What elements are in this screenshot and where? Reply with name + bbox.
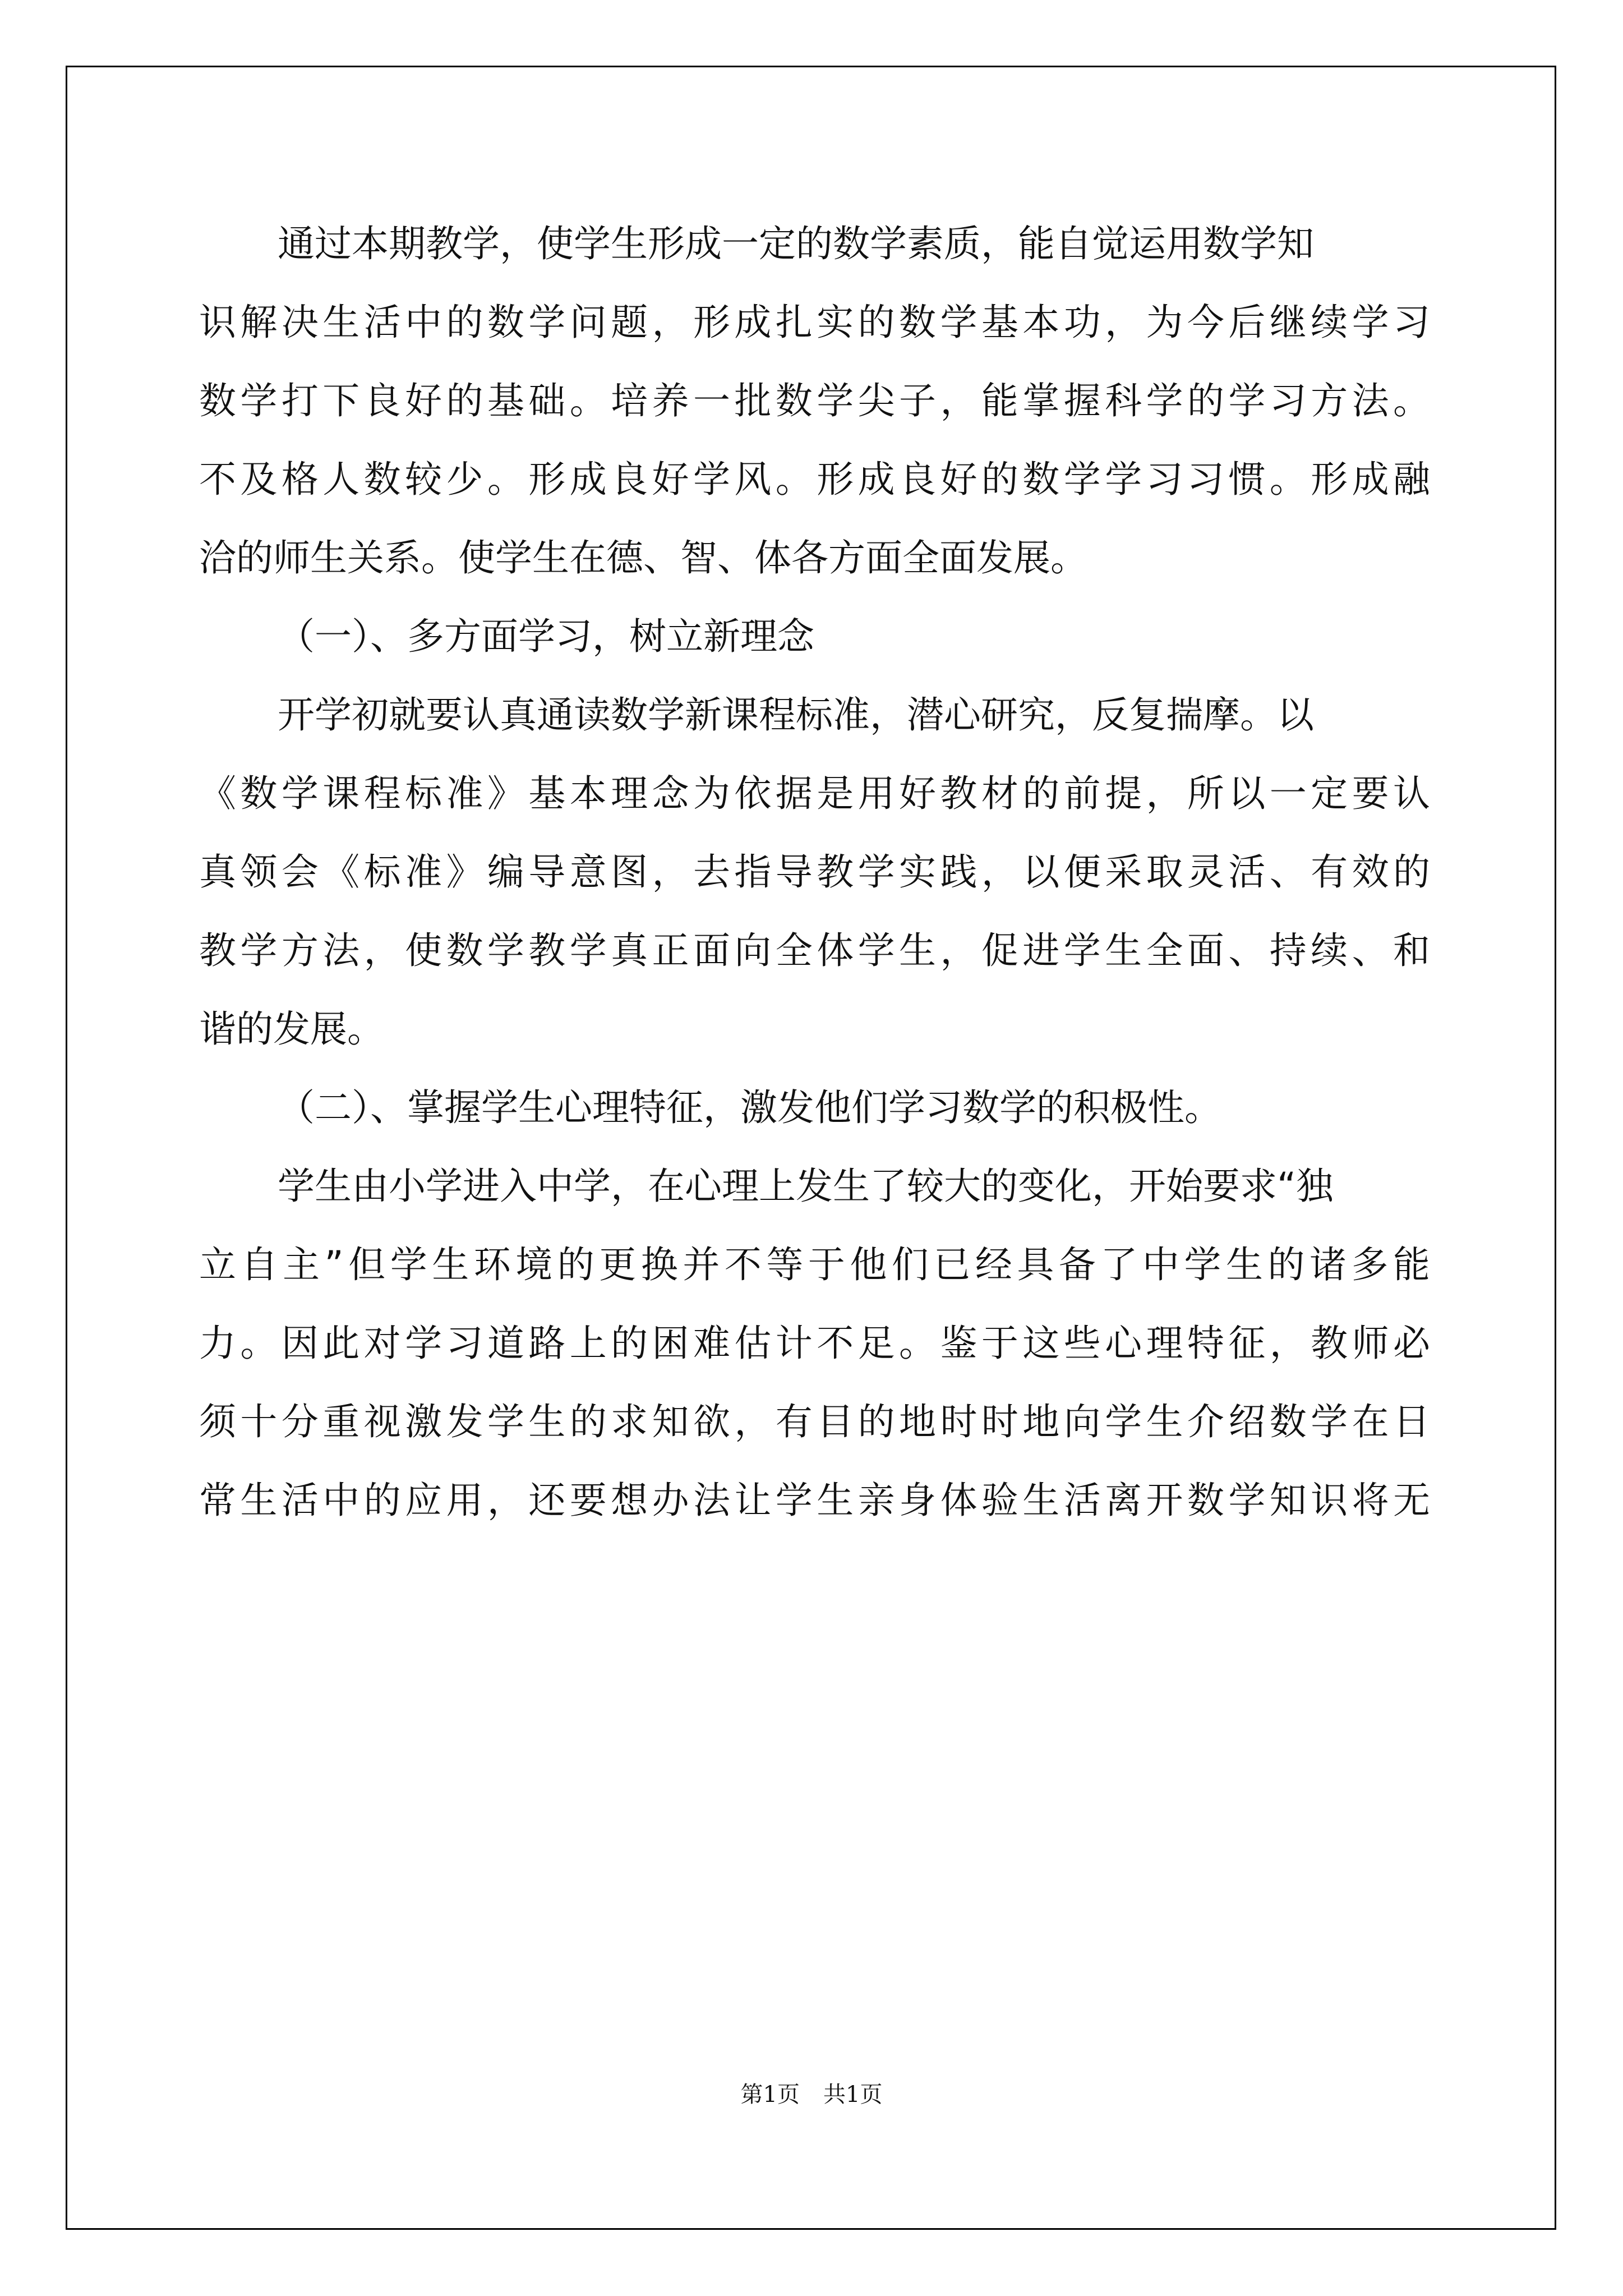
paragraph-line: 洽的师生关系。使学生在德、智、体各方面全面发展。 — [199, 536, 1087, 579]
paragraph-line: 谐的发展。 — [199, 1007, 384, 1051]
document-body — [199, 205, 1430, 1540]
section-heading: （二）、掌握学生心理特征，激发他们学习数学的积极性。 — [278, 1086, 1221, 1129]
paragraph-line: 须十分重视激发学生的求知欲，有目的地时时地向学生介绍数学在日 — [199, 1400, 1430, 1443]
paragraph-line: 学生由小学进入中学，在心理上发生了较大的变化，开始要求“独 — [278, 1165, 1334, 1208]
paragraph-line: 真领会《标准》编导意图，去指导教学实践，以便采取灵活、有效的 — [199, 850, 1430, 894]
paragraph-line: 数学打下良好的基础。培养一批数学尖子，能掌握科学的学习方法。 — [199, 379, 1430, 422]
paragraph-line: 《数学课程标准》基本理念为依据是用好教材的前提，所以一定要认 — [199, 772, 1430, 815]
paragraph-line: 教学方法，使数学教学真正面向全体学生，促进学生全面、持续、和 — [199, 929, 1430, 972]
paragraph-line: 常生活中的应用，还要想办法让学生亲身体验生活离开数学知识将无 — [199, 1479, 1430, 1522]
paragraph-line: 识解决生活中的数学问题，形成扎实的数学基本功，为今后继续学习 — [199, 301, 1430, 344]
paragraph-line: 力。因此对学习道路上的困难估计不足。鉴于这些心理特征，教师必 — [199, 1322, 1430, 1365]
paragraph-line: 开学初就要认真通读数学新课程标准，潜心研究，反复揣摩。以 — [278, 693, 1314, 737]
page-footer — [0, 2077, 1623, 2109]
paragraph-line: 立自主”但学生环境的更换并不等于他们已经具备了中学生的诸多能 — [199, 1243, 1430, 1286]
paragraph-line: 通过本期教学，使学生形成一定的数学素质，能自觉运用数学知 — [278, 222, 1314, 265]
page-total: 共1页 — [823, 2082, 883, 2108]
paragraph-line: 不及格人数较少。形成良好学风。形成良好的数学学习习惯。形成融 — [199, 458, 1430, 501]
page-number: 第1页 — [740, 2082, 800, 2108]
section-heading: （一）、多方面学习，树立新理念 — [278, 615, 814, 658]
